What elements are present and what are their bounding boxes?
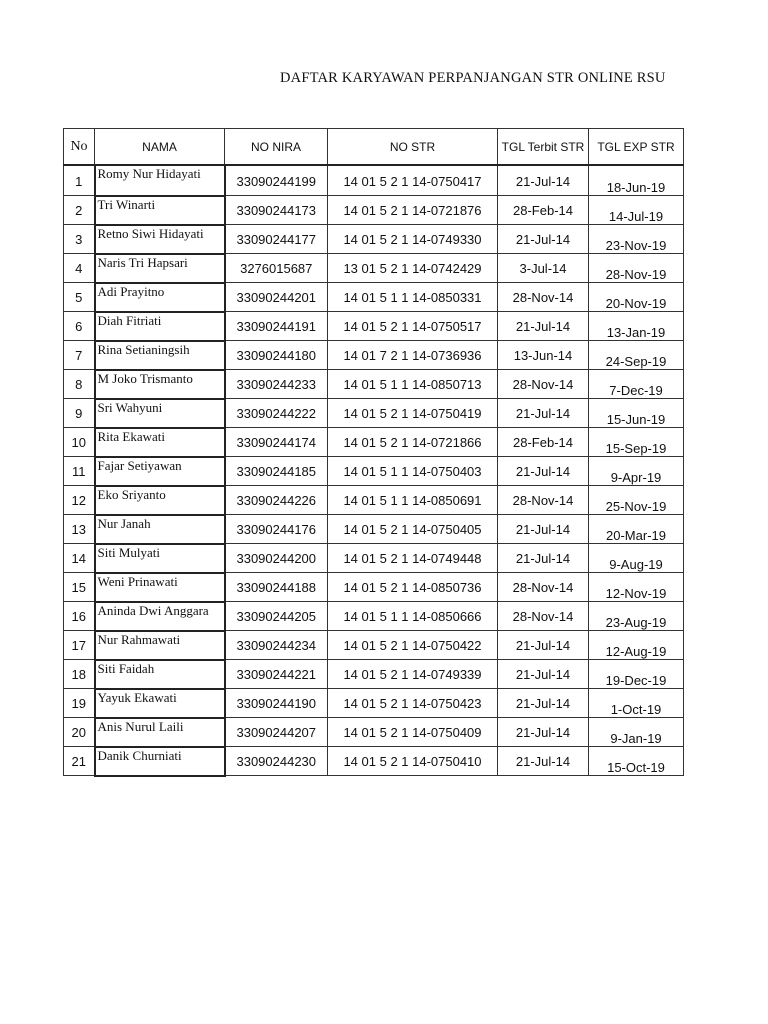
cell-tgl-terbit: 28-Nov-14 [498,283,589,312]
cell-no-str: 14 01 5 2 1 14-0850736 [328,573,498,602]
cell-tgl-terbit: 21-Jul-14 [498,631,589,660]
cell-tgl-terbit: 21-Jul-14 [498,225,589,254]
cell-tgl-exp: 9-Aug-19 [589,544,684,573]
cell-tgl-terbit: 13-Jun-14 [498,341,589,370]
cell-no: 1 [64,165,95,196]
cell-no-nira: 33090244233 [225,370,328,399]
cell-no-nira: 33090244205 [225,602,328,631]
cell-nama: Sri Wahyuni [95,399,225,428]
cell-nama: Siti Faidah [95,660,225,689]
table-row [64,602,684,631]
cell-nama: Adi Prayitno [95,283,225,312]
cell-no-nira: 33090244173 [225,196,328,225]
cell-no-str: 14 01 5 2 1 14-0749330 [328,225,498,254]
cell-nama: Eko Sriyanto [95,486,225,515]
cell-nama: Nur Rahmawati [95,631,225,660]
cell-tgl-exp: 15-Jun-19 [589,399,684,428]
cell-no: 3 [64,225,95,254]
cell-no-nira: 33090244190 [225,689,328,718]
table-row [64,254,684,283]
header-no-str: NO STR [328,129,498,166]
cell-tgl-terbit: 21-Jul-14 [498,165,589,196]
cell-nama: Tri Winarti [95,196,225,225]
cell-no-nira: 33090244222 [225,399,328,428]
cell-no-nira: 3276015687 [225,254,328,283]
cell-nama: Retno Siwi Hidayati [95,225,225,254]
cell-tgl-terbit: 28-Nov-14 [498,370,589,399]
table-row [64,689,684,718]
header-no-nira: NO NIRA [225,129,328,166]
cell-no: 7 [64,341,95,370]
table-row [64,341,684,370]
cell-tgl-exp: 9-Jan-19 [589,718,684,747]
cell-no: 10 [64,428,95,457]
employee-table [63,128,684,777]
cell-tgl-exp: 28-Nov-19 [589,254,684,283]
cell-no-str: 14 01 5 1 1 14-0850331 [328,283,498,312]
cell-no: 2 [64,196,95,225]
cell-no-str: 14 01 5 1 1 14-0750403 [328,457,498,486]
header-nama: NAMA [95,129,225,166]
cell-tgl-exp: 25-Nov-19 [589,486,684,515]
table-row [64,165,684,196]
cell-no-str: 14 01 5 2 1 14-0750422 [328,631,498,660]
table-row [64,225,684,254]
cell-no-nira: 33090244180 [225,341,328,370]
table-row [64,747,684,776]
table-header-row [64,129,684,166]
cell-tgl-terbit: 21-Jul-14 [498,747,589,776]
cell-no-str: 13 01 5 2 1 14-0742429 [328,254,498,283]
cell-nama: Romy Nur Hidayati [95,165,225,196]
cell-nama: Yayuk Ekawati [95,689,225,718]
cell-tgl-exp: 18-Jun-19 [589,165,684,196]
cell-no-nira: 33090244200 [225,544,328,573]
cell-no: 8 [64,370,95,399]
cell-no: 15 [64,573,95,602]
cell-no-nira: 33090244221 [225,660,328,689]
cell-tgl-exp: 9-Apr-19 [589,457,684,486]
cell-no-nira: 33090244177 [225,225,328,254]
cell-no: 9 [64,399,95,428]
cell-nama: Naris Tri Hapsari [95,254,225,283]
cell-no: 20 [64,718,95,747]
header-tgl-exp: TGL EXP STR [589,129,684,166]
cell-no-nira: 33090244234 [225,631,328,660]
table-row [64,660,684,689]
cell-tgl-terbit: 21-Jul-14 [498,689,589,718]
cell-tgl-exp: 15-Oct-19 [589,747,684,776]
cell-no-str: 14 01 5 2 1 14-0749448 [328,544,498,573]
cell-nama: Siti Mulyati [95,544,225,573]
cell-no: 5 [64,283,95,312]
table-row [64,312,684,341]
cell-no-str: 14 01 5 1 1 14-0850713 [328,370,498,399]
table-row [64,428,684,457]
table-row [64,515,684,544]
cell-nama: Weni Prinawati [95,573,225,602]
table-row [64,399,684,428]
cell-no-str: 14 01 5 1 1 14-0850666 [328,602,498,631]
cell-no-str: 14 01 5 2 1 14-0721876 [328,196,498,225]
cell-tgl-terbit: 28-Nov-14 [498,573,589,602]
cell-tgl-exp: 13-Jan-19 [589,312,684,341]
cell-nama: Aninda Dwi Anggara [95,602,225,631]
cell-tgl-terbit: 21-Jul-14 [498,544,589,573]
cell-no-str: 14 01 5 2 1 14-0750419 [328,399,498,428]
cell-nama: Danik Churniati [95,747,225,776]
cell-tgl-exp: 15-Sep-19 [589,428,684,457]
cell-tgl-terbit: 21-Jul-14 [498,457,589,486]
cell-no: 12 [64,486,95,515]
cell-no: 14 [64,544,95,573]
cell-tgl-terbit: 21-Jul-14 [498,718,589,747]
table-row [64,631,684,660]
cell-tgl-exp: 1-Oct-19 [589,689,684,718]
cell-no-str: 14 01 5 2 1 14-0750517 [328,312,498,341]
header-no: No [64,129,95,166]
table-row [64,544,684,573]
cell-tgl-exp: 14-Jul-19 [589,196,684,225]
table-row [64,573,684,602]
cell-no: 4 [64,254,95,283]
document-title: DAFTAR KARYAWAN PERPANJANGAN STR ONLINE RSU [280,70,666,86]
cell-no: 19 [64,689,95,718]
cell-no-str: 14 01 5 2 1 14-0721866 [328,428,498,457]
cell-tgl-exp: 12-Aug-19 [589,631,684,660]
cell-no-nira: 33090244174 [225,428,328,457]
table-body [64,165,684,776]
cell-tgl-exp: 23-Nov-19 [589,225,684,254]
cell-no: 13 [64,515,95,544]
cell-tgl-exp: 23-Aug-19 [589,602,684,631]
cell-tgl-terbit: 28-Nov-14 [498,486,589,515]
table-row [64,718,684,747]
cell-tgl-terbit: 21-Jul-14 [498,312,589,341]
cell-no-str: 14 01 5 2 1 14-0750423 [328,689,498,718]
cell-no-nira: 33090244199 [225,165,328,196]
cell-no: 17 [64,631,95,660]
cell-no-str: 14 01 5 2 1 14-0749339 [328,660,498,689]
cell-tgl-terbit: 21-Jul-14 [498,660,589,689]
cell-no-nira: 33090244226 [225,486,328,515]
cell-nama: Diah Fitriati [95,312,225,341]
cell-tgl-terbit: 21-Jul-14 [498,399,589,428]
cell-tgl-terbit: 21-Jul-14 [498,515,589,544]
cell-no-str: 14 01 5 2 1 14-0750410 [328,747,498,776]
cell-tgl-exp: 20-Mar-19 [589,515,684,544]
cell-tgl-terbit: 28-Feb-14 [498,428,589,457]
cell-no-nira: 33090244176 [225,515,328,544]
cell-no-str: 14 01 7 2 1 14-0736936 [328,341,498,370]
cell-tgl-exp: 19-Dec-19 [589,660,684,689]
cell-no: 11 [64,457,95,486]
table-row [64,283,684,312]
cell-tgl-terbit: 28-Feb-14 [498,196,589,225]
cell-no: 6 [64,312,95,341]
cell-no-nira: 33090244201 [225,283,328,312]
cell-no-nira: 33090244185 [225,457,328,486]
cell-no-nira: 33090244207 [225,718,328,747]
table-row [64,457,684,486]
cell-no: 16 [64,602,95,631]
cell-no-nira: 33090244230 [225,747,328,776]
cell-tgl-exp: 24-Sep-19 [589,341,684,370]
cell-nama: Anis Nurul Laili [95,718,225,747]
table-row [64,486,684,515]
cell-tgl-exp: 12-Nov-19 [589,573,684,602]
cell-no-str: 14 01 5 1 1 14-0850691 [328,486,498,515]
table-row [64,370,684,399]
cell-tgl-terbit: 3-Jul-14 [498,254,589,283]
cell-tgl-terbit: 28-Nov-14 [498,602,589,631]
cell-no-str: 14 01 5 2 1 14-0750405 [328,515,498,544]
cell-tgl-exp: 7-Dec-19 [589,370,684,399]
cell-no-nira: 33090244188 [225,573,328,602]
cell-nama: Rita Ekawati [95,428,225,457]
table-row [64,196,684,225]
cell-no-nira: 33090244191 [225,312,328,341]
cell-nama: Nur Janah [95,515,225,544]
cell-no: 18 [64,660,95,689]
cell-nama: M Joko Trismanto [95,370,225,399]
cell-no-str: 14 01 5 2 1 14-0750409 [328,718,498,747]
cell-no-str: 14 01 5 2 1 14-0750417 [328,165,498,196]
header-tgl-terbit: TGL Terbit STR [498,129,589,166]
cell-no: 21 [64,747,95,776]
cell-nama: Fajar Setiyawan [95,457,225,486]
cell-nama: Rina Setianingsih [95,341,225,370]
cell-tgl-exp: 20-Nov-19 [589,283,684,312]
